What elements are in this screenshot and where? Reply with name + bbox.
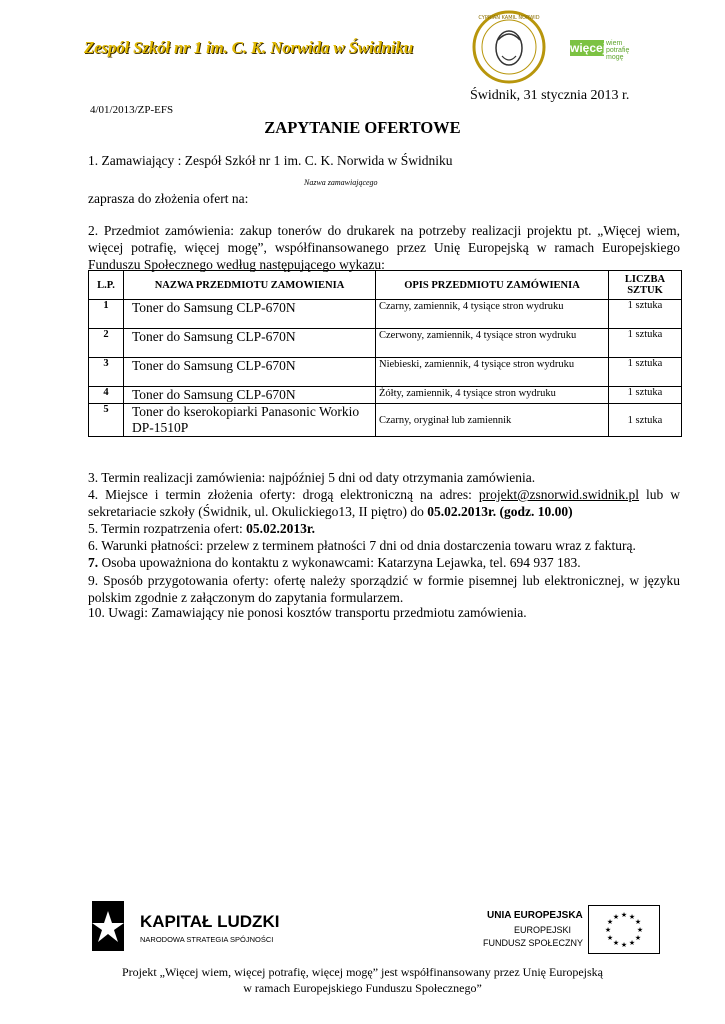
eu-label-3: FUNDUSZ SPOŁECZNY: [483, 938, 584, 948]
svg-text:★: ★: [606, 934, 614, 942]
svg-text:★: ★: [634, 934, 642, 942]
footer-line-2: w ramach Europejskiego Funduszu Społecznego”: [243, 981, 482, 995]
submission-deadline: 05.02.2013r. (godz. 10.00): [427, 504, 573, 519]
svg-text:★: ★: [606, 918, 614, 926]
section-1-invite: zaprasza do złożenia ofert na:: [88, 191, 249, 206]
footer-line-1: Projekt „Więcej wiem, więcej potrafię, więcej mogę” jest współfinansowany przez Unię Europejską: [121, 965, 603, 979]
svg-text:★: ★: [620, 911, 628, 919]
table-header-row: [89, 271, 682, 300]
svg-text:★: ★: [612, 913, 620, 921]
seal-text: CYPRIAN KAMIL NORWID: [478, 15, 540, 21]
row-lp: 5: [89, 404, 124, 437]
contact-email-link[interactable]: projekt@zsnorwid.swidnik.pl: [478, 487, 640, 502]
eu-flag-icon: [588, 905, 660, 954]
row-name: Toner do Samsung CLP-670N: [124, 300, 376, 329]
row-lp: 1: [89, 300, 124, 329]
row-desc: Czarny, zamiennik, 4 tysiące stron wydruku: [376, 300, 609, 329]
table-row: [89, 387, 682, 404]
svg-text:★: ★: [628, 939, 636, 947]
eu-label-1: UNIA EUROPEJSKA: [487, 910, 583, 921]
point-7-text: Osoba upoważniona do kontaktu z wykonawcami: Katarzyna Lejawka, tel. 694 937 183.: [98, 555, 581, 570]
row-desc: Czarny, oryginał lub zamiennik: [376, 404, 609, 437]
row-lp: 2: [89, 329, 124, 358]
point-9: 9. Sposób przygotowania oferty: ofertę należy sporządzić w formie pisemnej lub elektronicznej, w języku polskim zgodnie z załączonym do zapytania formularzem.: [88, 573, 680, 605]
row-desc: Niebieski, zamiennik, 4 tysiące stron wydruku: [376, 358, 609, 387]
wiecej-line-2: potrafię: [606, 47, 630, 54]
svg-text:★: ★: [634, 918, 642, 926]
row-name: Toner do kserokopiarki Panasonic Workio DP-1510P: [124, 404, 376, 437]
kapital-ludzki-title: KAPITAŁ LUDZKI: [140, 912, 280, 931]
header-desc: OPIS PRZEDMIOTU ZAMÓWIENIA: [376, 271, 609, 300]
header-qty: LICZBA SZTUK: [609, 271, 682, 300]
footer-note: [0, 964, 725, 996]
school-seal-icon: [472, 10, 546, 84]
wiecej-line-3: mogę: [606, 54, 624, 61]
point-4: [88, 486, 680, 520]
wiecej-logo-lines: [606, 40, 629, 61]
row-desc: Żółty, zamiennik, 4 tysiące stron wydruku: [376, 387, 609, 404]
point-5: [88, 520, 315, 537]
table-row: [89, 404, 682, 437]
table-row: [89, 358, 682, 387]
place-date: Świdnik, 31 stycznia 2013 r.: [470, 88, 630, 103]
point-3: 3. Termin realizacji zamówienia: najpóźniej 5 dni od daty otrzymania zamówienia.: [88, 470, 536, 485]
point-6: 6. Warunki płatności: przelew z terminem płatności 7 dni od dnia dostarczenia towaru wraz z fakturą.: [88, 538, 636, 553]
kapital-ludzki-subtitle: NARODOWA STRATEGIA SPÓJNOŚCI: [140, 935, 274, 944]
row-qty: 1 sztuka: [609, 300, 682, 329]
row-qty: 1 sztuka: [609, 358, 682, 387]
items-table: [88, 270, 682, 437]
svg-text:★: ★: [612, 939, 620, 947]
section-2-text: 2. Przedmiot zamówienia: zakup tonerów do drukarek na potrzeby realizacji projektu pt. „Więcej wiem, więcej potrafię, więcej mogę”, współfinansowanego przez Unię Europejską w ramach Europejskiego Funduszu Społecznego według następującego wykazu:: [88, 223, 680, 272]
table-row: [89, 300, 682, 329]
point-4-text-a: 4. Miejsce i termin złożenia oferty: drogą elektroniczną na adres:: [88, 487, 479, 502]
point-10: 10. Uwagi: Zamawiający nie ponosi kosztów transportu przedmiotu zamówienia.: [88, 605, 527, 620]
wiecej-logo: więcej: [570, 41, 607, 55]
point-7-number: 7.: [88, 555, 99, 570]
svg-text:★: ★: [636, 926, 644, 934]
svg-text:★: ★: [620, 941, 628, 949]
document-title: ZAPYTANIE OFERTOWE: [264, 118, 461, 137]
kapital-ludzki-star-icon: [88, 897, 128, 955]
point-4-text-b: lub w sekretariacie szkoły (Świdnik, ul. Okulickiego13, II piętro) do: [88, 487, 680, 519]
reference-number: 4/01/2013/ZP-EFS: [90, 104, 174, 116]
svg-text:★: ★: [604, 926, 612, 934]
svg-text:★: ★: [628, 913, 636, 921]
wiecej-line-1: wiem: [606, 40, 623, 47]
table-row: [89, 329, 682, 358]
section-1-note: Nazwa zamawiającego: [304, 178, 378, 187]
row-desc: Czerwony, zamiennik, 4 tysiące stron wydruku: [376, 329, 609, 358]
row-qty: 1 sztuka: [609, 404, 682, 437]
point-7: [88, 554, 581, 571]
row-name: Toner do Samsung CLP-670N: [124, 387, 376, 404]
row-name: Toner do Samsung CLP-670N: [124, 329, 376, 358]
row-qty: 1 sztuka: [609, 387, 682, 404]
header-name: NAZWA PRZEDMIOTU ZAMOWIENIA: [124, 271, 376, 300]
row-lp: 3: [89, 358, 124, 387]
eu-label-2: EUROPEJSKI: [514, 925, 572, 935]
school-name-logo: Zespół Szkół nr 1 im. C. K. Norwida w Świdniku: [84, 38, 413, 57]
review-date: 05.02.2013r.: [246, 521, 316, 536]
row-lp: 4: [89, 387, 124, 404]
row-name: Toner do Samsung CLP-670N: [124, 358, 376, 387]
row-qty: 1 sztuka: [609, 329, 682, 358]
point-5-text: 5. Termin rozpatrzenia ofert:: [88, 521, 247, 536]
header-lp: L.P.: [89, 271, 124, 300]
section-1-line: 1. Zamawiający : Zespół Szkół nr 1 im. C. K. Norwida w Świdniku: [88, 153, 453, 168]
